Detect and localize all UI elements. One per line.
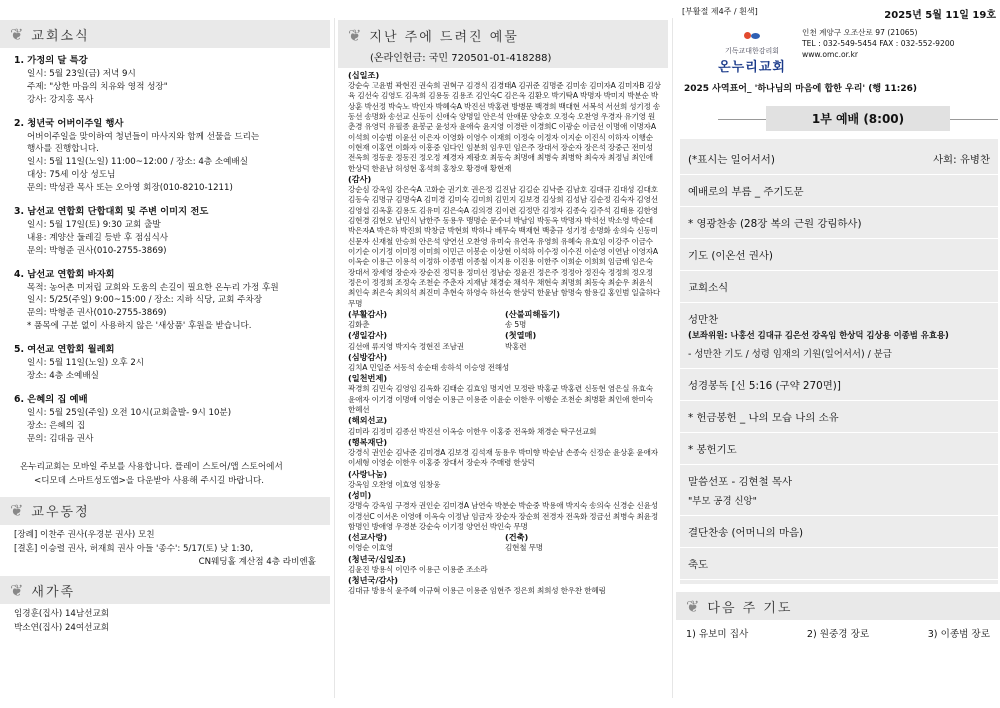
order-item-text: 성만찬 [688, 314, 719, 326]
column-divider [334, 18, 335, 698]
news-item-line: 일시: 5월 17일(토) 9:30 교회 출발 [27, 219, 161, 230]
offering-group-label: (산불피해돕기) [505, 308, 560, 319]
newfamily-list [0, 604, 330, 642]
next-prayer-header [676, 592, 1000, 620]
news-item-line: 대상: 75세 이상 성도님 [27, 170, 116, 181]
next-prayer-title: 다음 주 기도 [707, 600, 793, 616]
online-account: (온라인헌금: 국민 720501-01-418288) [370, 53, 552, 64]
news-item [14, 205, 322, 258]
members-list [0, 525, 330, 576]
bulletin-header [676, 0, 1000, 21]
next-prayer-item: 3) 이종범 장로 [927, 629, 990, 640]
order-item [680, 175, 998, 207]
order-item [680, 465, 998, 516]
order-item [680, 516, 998, 548]
offering-pair [348, 330, 662, 351]
offering-pair-left [348, 309, 505, 330]
news-item [14, 343, 322, 383]
order-item [680, 401, 998, 433]
order-item-text: 말씀선포 - 김현철 목사 [688, 476, 792, 488]
news-item-line: 일시: 5월 11일(노일) 오후 2시 [27, 358, 145, 369]
news-item-title: 2. 청년국 어버이주일 행사 [14, 117, 124, 129]
leaf-icon: ❦ [10, 24, 24, 44]
app-notice [0, 455, 330, 497]
right-column [676, 0, 1000, 708]
offering-group-label: (심방감사) [348, 351, 388, 362]
offering-group-label: (감사) [348, 173, 372, 184]
offering-group-label: (성미) [348, 490, 372, 501]
offering-group-label: (선교사랑) [348, 532, 388, 543]
worship-order [680, 139, 998, 584]
offering-list [338, 68, 668, 597]
offering-group-label: (사랑나눔) [348, 468, 388, 479]
season-label: [부활절 제4주 / 흰색] [682, 7, 758, 16]
news-item-line: 문의: 김대음 권사 [27, 433, 94, 444]
order-item-text: 기도 (이온선 권사) [688, 250, 773, 262]
leaf-icon: ❦ [10, 501, 24, 521]
newfamily-item: 박소연(집사) 24여선교회 [14, 622, 110, 633]
logo-subtitle: 기독교대한감리회 [724, 47, 780, 55]
offering-group-names: 김선애 류지영 박지숙 정현진 조남권 [348, 341, 464, 351]
order-item-text: 결단찬송 (어머니의 마음) [688, 527, 804, 539]
news-item [14, 393, 322, 446]
offering-group-label: (해외선교) [348, 415, 388, 426]
next-prayer-item: 2) 원중경 장로 [806, 629, 870, 640]
church-logo [716, 27, 788, 75]
offering-pair [348, 532, 662, 553]
newfamily-item: 임경훈(집사) 14남선교회 [14, 609, 110, 620]
offering-header [338, 20, 668, 68]
members-title: 교우동정 [31, 505, 90, 521]
news-item-title: 6. 은혜의 집 예배 [14, 393, 88, 405]
offering-group-label: (생일감사) [348, 330, 388, 341]
offering-group-names: 강순숙 고윤범 곽현진 권숙희 권혁구 김경식 김경태A 김귀준 김명준 김미송 김미자A 김미자B 김상육 김선숙 김영도 김옥희 김용동 김용조 김인숙C 김은옥 김환오 박기탁A 박명자 박미지 박분순 박상훈 박선정 박숙노 박인자 박혜숙A 박진선 박홍련 방병문 백경희 백대현 서복석 서선희 성기정 송동선 송명화 송선교 신동이 신애숙 양명일 안은석 안애문 양숭호 오정숙 오찬영 우경자 유기영 원춘경 유영덕 유필종 윤봉군 윤성자 윤애숙 윤지영 이경란 이경희C 이광순 이금선 이명애 이명자A 이석희 이승범 이윤선 이은자 이영화 이영수 이재희 이정숙 이정자 이지순 이진식 이하자 이행순 이현재 이홍연 이화자 이흥중 임다인 임분희 임우민 임은주 장대서 장순자 장은석 장중근 전미성 전옥희 정동운 정동진 정오정 제경자 제광호 최동숙 최명애 최병숙 최병학 최숙자 최정님 최인애 한상덕 한윤남 허성현 홍석희 홍창오 황경애 황현재 [348, 81, 661, 173]
offering-pair-right [505, 309, 662, 330]
news-item-line: 일시: 5월 25일(주일) 오전 10시(교회출발- 9시 10분) [27, 407, 232, 418]
news-item-line: 장소: 은혜의 집 [27, 420, 86, 431]
next-prayer-item: 1) 유보미 집사 [686, 629, 749, 640]
offering-group-names: 김치A 민일준 서동석 송순태 송하석 이승영 전해성 [348, 362, 509, 372]
news-list [0, 48, 330, 445]
offering-group-label: (청년국/십일조) [348, 553, 406, 564]
order-item-text: 교회소식 [688, 282, 729, 294]
news-item-line: 목적: 농어촌 미저립 교회와 도움의 손길이 필요한 온누리 가정 후원 [27, 282, 279, 293]
newfamily-header [0, 576, 330, 604]
news-item-title: 3. 남선교 연합회 단합대회 및 주변 이미지 전도 [14, 206, 209, 217]
leaf-icon: ❦ [348, 26, 362, 45]
news-item-line: 내용: 계양산 둘레길 등반 후 점심식사 [27, 232, 169, 243]
church-block [676, 21, 1000, 75]
leaf-icon: ❦ [686, 596, 700, 616]
app-notice-line: 온누리교회는 모바일 주보를 사용합니다. 플레이 스토어/앱 스토어에서 [20, 462, 283, 473]
church-web: www.omc.or.kr [802, 50, 858, 59]
news-item-line: 어버이주일을 맞이하여 청년들이 마사지와 함께 선물을 드리는 [27, 131, 260, 142]
leaf-icon: ❦ [10, 580, 24, 600]
middle-column [338, 0, 668, 708]
offering-group-names: 김대규 방용식 윤주혜 이규혁 이용근 이용준 임현주 정은희 최희성 한우찬 한혜림 [348, 586, 606, 596]
offering-group-names: 송 5명 [505, 320, 527, 330]
church-tel: TEL : 032-549-5454 FAX : 032-552-9200 [802, 39, 955, 48]
order-item-sub2: "부모 공경 신앙" [688, 496, 757, 507]
next-prayer-list [676, 620, 1000, 646]
members-item-tail: CN웨딩홀 계산점 4층 라비엔홀 [198, 557, 316, 568]
stand-note: (*표시는 일어서서) [688, 154, 775, 166]
offering-pair-right [505, 532, 662, 553]
offering-pair-left [348, 330, 505, 351]
order-item [680, 433, 998, 465]
offering-group-label: (십일조) [348, 70, 380, 80]
offering-group-label: (첫열매) [505, 330, 537, 341]
offering-group-names: 박홍련 [505, 341, 527, 351]
order-item [680, 239, 998, 271]
column-divider [672, 18, 673, 698]
offering-group-label: (일천번제) [348, 373, 388, 384]
offering-group-names: 곽경희 김민숙 김영임 김옥화 김태순 김효임 명지연 모정란 박홍균 박홍련 신동현 염은실 유효숙 윤애자 이기경 이명애 이영순 이용근 이용준 이윤순 이한우 이행순 조천순 최병환 최인애 한미숙 한혜선 [348, 384, 653, 415]
offering-group-label: (건축) [505, 532, 529, 543]
order-item [680, 369, 998, 401]
church-address-block [788, 27, 955, 75]
order-item-text: * 봉헌기도 [688, 444, 737, 456]
service-title: 1부 예배 (8:00) [766, 106, 950, 131]
offering-group-names: 이영순 이효영 [348, 543, 394, 553]
news-item-line: 강사: 강지홍 목사 [27, 94, 94, 105]
offering-pair-left [348, 532, 505, 553]
app-notice-line: <디모데 스마트성도앱>을 다운받아 사용해 주시길 바랍니다. [34, 476, 265, 487]
news-item-line: 일시: 5/25(주일) 9:00~15:00 / 장소: 지하 식당, 교회 주차장 [27, 295, 263, 306]
news-item-line: * 품목에 구분 없이 사용하지 않은 '새상품' 후원을 받습니다. [27, 321, 252, 332]
news-item-line: 문의: 박형준 권사(010-2755-3869) [27, 245, 167, 256]
news-item-line: 주제: "상한 마음의 치유와 영적 성장" [27, 81, 168, 92]
offering-group-label: (청년국/감사) [348, 575, 399, 586]
news-item-title: 4. 남선교 연합회 바자회 [14, 268, 115, 280]
offering-group-names: 김현철 무명 [505, 543, 543, 553]
offering-group-names: 강명숙 강옥임 구경자 권인순 김미경A 남연숙 박분순 박순중 박용애 박지숙 송의숙 신경순 신윤성 이경선C 이서온 이영애 이옥숙 이정남 임금자 장순자 장순희 전경자 전옥화 정금선 최병숙 최윤정 함명인 방애영 우경분 강순숙 이기정 양연선 박인숙 무명 [348, 501, 658, 531]
offering-group-names: 강순심 강옥임 강은숙A 고화순 권기호 권은정 길진남 김길순 김낙준 김남호 김대규 김대성 김대호 김동숙 김명규 김명숙A 김미경 김미숙 김미희 김민지 김보경 김상희 김성남 김순정 김숙자 김영선 김영섭 김옥훈 김용도 김유미 김은숙A 김의경 김이련 김정만 김정자 김종숙 김주석 김태용 김한영 김현경 김현오 남민식 남한주 동용우 맹명순 문수녀 박남임 박동옥 박명자 박석선 박소영 박순대 박은자A 박은하 박진희 박창금 박현희 박하나 배무숙 백재현 백충규 성기정 송명화 송의숙 신동미 신문자 신재철 안승희 안은석 양연선 오찬영 유미숙 유연옥 유영희 유혜숙 유효임 이강주 이금수 이기순 이기정 이미정 이미희 이민근 이봉순 이상현 이석하 이수정 이수진 이순영 이연남 이영자A 이옥순 이용근 이용석 이정하 이종범 이종철 이지용 이진용 이한주 이희순 이희희 임금배 임은숙 장대서 장세영 장순자 장순진 정덕용 정미선 정남순 정윤진 정은주 정정아 정진숙 정정희 정오정 정은이 정정희 조정숙 조천순 주춘자 지재남 채경순 채석우 채현숙 최명희 최동숙 최순우 최윤식 최인숙 최은숙 최의석 최진미 추현숙 하영숙 하선숙 한상덕 한윤남 함명숙 함용길 홍인범 일출하다 무명 [348, 185, 660, 308]
members-item: [장례] 이찬주 권사(우경분 권사) 모친 [14, 529, 155, 540]
news-header [0, 20, 330, 48]
offering-group-names: 강경식 권인순 김낙준 김미경A 김보경 김석재 동용우 박미향 박순남 손종숙 신정순 윤상훈 윤애자 이세형 이영순 이한우 이홍중 장대서 장순자 주매령 한상덕 [348, 448, 658, 468]
order-item [680, 271, 998, 303]
newfamily-title: 새가족 [31, 584, 76, 600]
order-item-text: 예배로의 부름 _ 주기도문 [688, 186, 804, 198]
order-item [680, 548, 998, 580]
news-item [14, 268, 322, 334]
news-item-title: 1. 가정의 달 특강 [14, 55, 88, 66]
news-item-line: 일시: 5월 23일(금) 저녁 9시 [27, 68, 136, 79]
logo-mark-icon [743, 30, 761, 42]
order-note [680, 143, 998, 175]
bulletin-date: 2025년 5월 11일 19호 [884, 10, 996, 21]
order-item-sub2: - 성만찬 기도 / 성령 임재의 기원(일어서서) / 분급 [688, 349, 892, 360]
offering-group-label: (부활감사) [348, 308, 388, 319]
order-item [680, 303, 998, 369]
order-item [680, 207, 998, 239]
members-item: [결혼] 이승렬 권사, 허재희 권사 아들 '종수': 5/17(토) 낮 1:30, [14, 543, 254, 554]
news-item-line: 문의: 박성관 목사 또는 오아영 회장(010-8210-1211) [27, 183, 233, 194]
yearly-motto: 2025 사역표어_ '하나님의 마음에 합한 우리' (행 11:26) [684, 84, 917, 94]
presider: 사회: 유병찬 [933, 154, 990, 166]
news-title: 교회소식 [31, 28, 90, 44]
offering-pair [348, 309, 662, 330]
news-item [14, 54, 322, 107]
left-column [0, 0, 330, 708]
offering-title: 지난 주에 드려진 예물 [369, 30, 519, 45]
order-item-text: 성경봉독 [신 5:16 (구약 270면)] [688, 380, 841, 392]
offering-group-names: 강옥임 오찬영 이효영 임창웅 [348, 479, 441, 489]
order-item-text: * 헌금봉헌 _ 나의 모습 나의 소유 [688, 412, 839, 424]
offering-group-names: 김화춘 [348, 320, 370, 330]
news-item-line: 행사를 진행합니다. [27, 144, 99, 155]
logo-name: 온누리교회 [718, 60, 786, 75]
order-item-text: * 영광찬송 (28장 복의 근원 강림하사) [688, 218, 862, 230]
news-item-title: 5. 여선교 연합회 월례회 [14, 344, 115, 356]
order-item-text: 축도 [688, 559, 709, 571]
order-item-sub: (보좌위원: 나홍선 김대규 김은선 강옥임 한상덕 김상용 이종범 유효용) [688, 330, 949, 340]
news-item-line: 장소: 4층 소예배실 [27, 370, 99, 381]
news-item-line: 일시: 5월 11일(노일) 11:00~12:00 / 장소: 4층 소예배실 [27, 157, 249, 168]
offering-group-label: (행복재단) [348, 436, 388, 447]
news-item-line: 문의: 박형준 권사(010-2755-3869) [27, 308, 167, 319]
offering-pair-right [505, 330, 662, 351]
offering-group-names: 김윤진 방용식 이민주 이용근 이용준 조소라 [348, 564, 488, 574]
offering-group-names: 김미라 김정미 김종선 박진선 이옥승 이한우 이홍중 전옥화 채경순 탁구선교회 [348, 426, 597, 436]
news-item [14, 117, 322, 195]
members-header [0, 497, 330, 525]
church-address: 인천 계양구 오조산로 97 (21065) [802, 28, 918, 37]
